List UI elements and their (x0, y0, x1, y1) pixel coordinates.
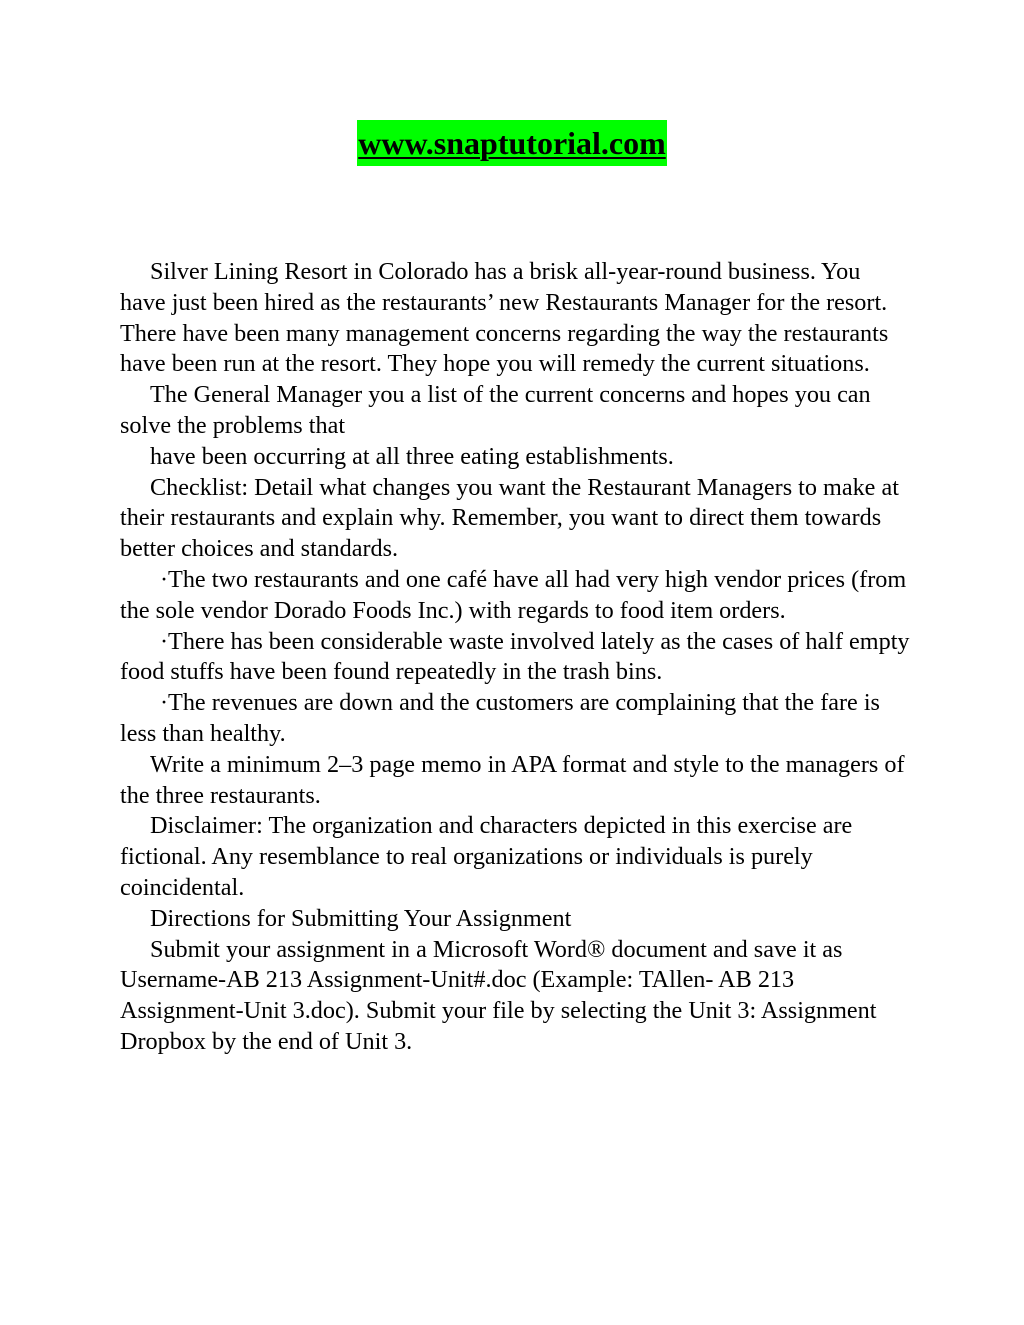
document-body (120, 257, 910, 1058)
bullet-vendor-prices: ·The two restaurants and one café have all had very high vendor prices (from the sole vendor Dorado Foods Inc.) with regards to food item orders. (120, 565, 907, 624)
paragraph-checklist: Checklist: Detail what changes you want the Restaurant Managers to make at their restaurants and explain why. Remember, you want to direct them towards better choices and standards. (120, 473, 899, 563)
paragraph-general-manager: The General Manager you a list of the current concerns and hopes you can solve the problems that (120, 381, 871, 439)
bullet-waste: ·There has been considerable waste involved lately as the cases of half empty food stuffs have been found repeatedly in the trash bins. (120, 627, 910, 686)
paragraph-memo: Write a minimum 2–3 page memo in APA format and style to the managers of the three restaurants. (120, 750, 905, 809)
paragraph-establishments: have been occurring at all three eating establishments. (150, 442, 674, 470)
header (0, 120, 1024, 166)
paragraph-directions-heading: Directions for Submitting Your Assignment (150, 904, 572, 932)
bullet-revenues: ·The revenues are down and the customers are complaining that the fare is less than healthy. (120, 689, 880, 747)
paragraph-disclaimer: Disclaimer: The organization and characters depicted in this exercise are fictional. Any resemblance to real organizations or individuals is purely coincidental. (120, 812, 853, 901)
site-link[interactable]: www.snaptutorial.com (357, 120, 667, 166)
paragraph-submit: Submit your assignment in a Microsoft Word® document and save it as Username-AB 213 Assignment-Unit#.doc (Example: TAllen- AB 213 Assignment-Unit 3.doc). Submit your file by selecting the Unit 3: Assignment Dropbox by the end of Unit 3. (120, 935, 877, 1055)
paragraph-intro: Silver Lining Resort in Colorado has a brisk all-year-round business. You have just been hired as the restaurants’ new Restaurants Manager for the resort. There have been many management concerns regarding the way the restaurants have been run at the resort. They hope you will remedy the current situations. (120, 258, 889, 378)
